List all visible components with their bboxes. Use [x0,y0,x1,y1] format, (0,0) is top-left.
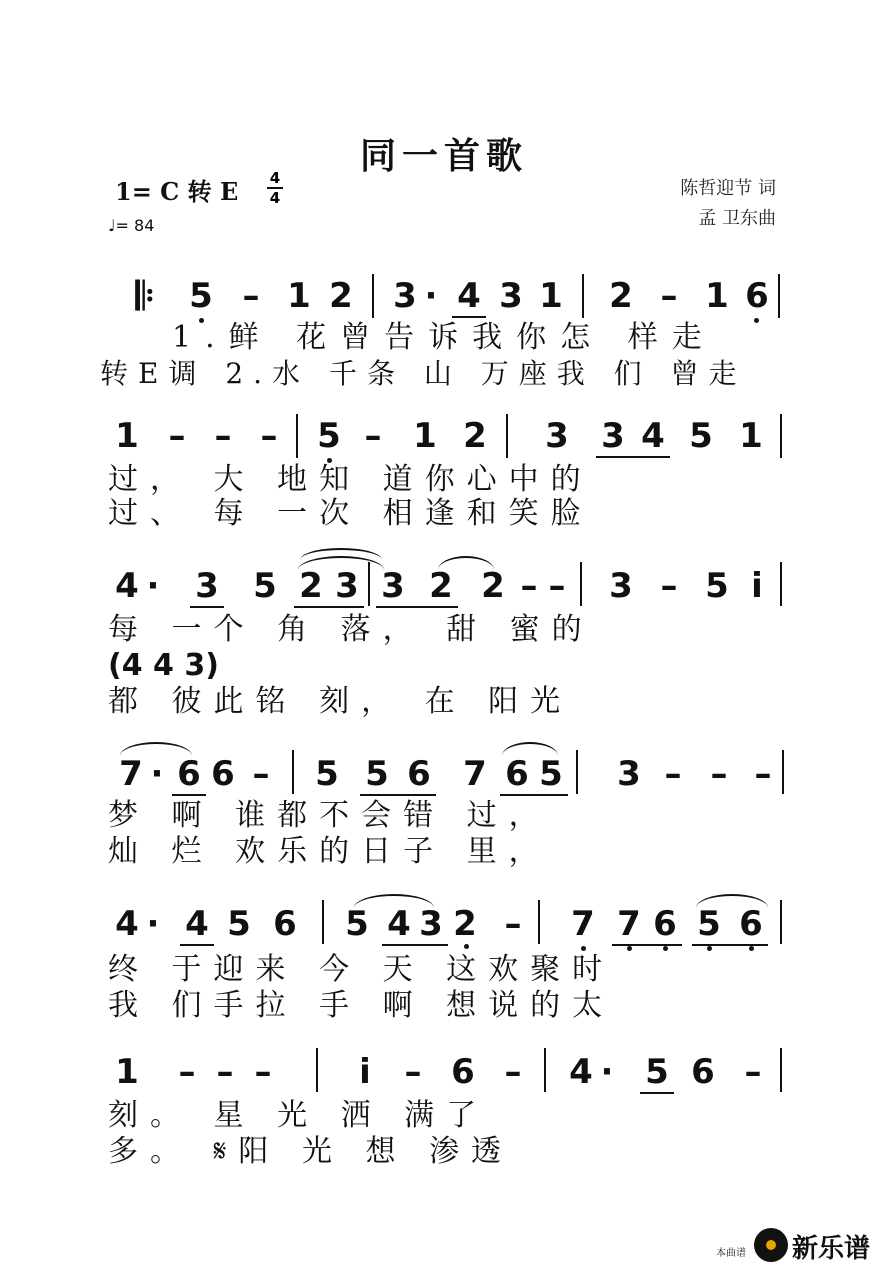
dash: – [744,1052,762,1092]
bar-line [576,750,578,794]
lyric-line-2: 多。 𝄋阳 光 想 渗透 [108,1134,514,1169]
bar-line [582,274,584,318]
note: 1 [705,276,729,316]
note: 5 [705,566,729,606]
note: 2 [429,566,453,606]
underline [640,1092,674,1094]
bar-line [292,750,294,794]
lyric-line-2: 都 彼此铭 刻， 在 阳光 [108,684,573,719]
lyric-line-1: 每 一个 角 落， 甜 蜜的 [108,612,594,647]
note: 3 [609,566,633,606]
octave-dot [627,946,632,951]
note: 4 [569,1052,593,1092]
octave-dot [749,946,754,951]
dash: – [216,1052,234,1092]
bar-line [506,414,508,458]
site-logo[interactable]: 新乐谱 [792,1234,871,1264]
underline [190,606,224,608]
note: 2 [463,416,487,456]
lyric-line-1: 过， 大 地知 道你心中的 [108,462,593,497]
dash: – [504,1052,522,1092]
dash: – [710,754,728,794]
dash: – [178,1052,196,1092]
time-signature-bottom: 4 [269,189,281,207]
augmentation-dot: · [424,276,438,316]
note: 6 [407,754,431,794]
note: 6 [177,754,201,794]
note: 3 [419,904,443,944]
note: 1 [115,416,139,456]
lyric-line-1: 梦 啊 谁都不会错 过， [108,798,551,833]
underline [172,794,206,796]
note: 2 [481,566,505,606]
dash: – [520,566,538,606]
underline [360,794,436,796]
high-note: i [359,1052,371,1092]
note: 5 [227,904,251,944]
bar-line [782,750,784,794]
lyric-line-2: 灿 烂 欢乐的日子 里， [108,834,551,869]
bar-line [538,900,540,944]
lyric-line-2: 过、 每 一次 相逢和笑脸 [108,496,593,531]
underline [376,606,458,608]
note: 1 [413,416,437,456]
octave-dot [464,944,469,949]
bar-line [780,414,782,458]
note: 2 [299,566,323,606]
bar-line [780,900,782,944]
footer-caption: 本曲谱 [716,1248,746,1259]
alternate-notes: (4 4 3) [108,648,219,683]
note: 7 [463,754,487,794]
lyricist-credit: 陈哲迎节 词 [680,178,776,199]
bar-line [316,1048,318,1092]
bar-line [780,1048,782,1092]
dash: – [404,1052,422,1092]
note: 3 [335,566,359,606]
time-signature [265,170,285,206]
dash: – [168,416,186,456]
lyric-line-2: 转E调 2.水 千条 山 万座我 们 曾走 [100,357,747,390]
note: 3 [381,566,405,606]
underline [294,606,364,608]
note: 5 [189,276,213,316]
note: 1 [739,416,763,456]
dash: – [364,416,382,456]
underline [382,944,448,946]
dash: – [254,1052,272,1092]
octave-dot [754,318,759,323]
time-signature-top: 4 [269,169,281,187]
song-title: 同一首歌 [359,136,528,177]
note: 3 [601,416,625,456]
note: 3 [617,754,641,794]
note: 4 [185,904,209,944]
note: 5 [317,416,341,456]
augmentation-dot: · [146,566,160,606]
note: 4 [457,276,481,316]
note: 5 [697,904,721,944]
bar-line [368,562,370,606]
note: 6 [691,1052,715,1092]
augmentation-dot: · [150,754,164,794]
dash: – [260,416,278,456]
note: 4 [641,416,665,456]
note: 4 [115,566,139,606]
note: 2 [609,276,633,316]
dash: – [660,566,678,606]
note: 7 [571,904,595,944]
slur [300,548,382,560]
lyric-line-2: 我 们手拉 手 啊 想说的太 [108,988,615,1023]
note: 5 [365,754,389,794]
note: 1 [115,1052,139,1092]
note: 3 [499,276,523,316]
note: 4 [115,904,139,944]
repeat-start-sign: 𝄆 [135,274,155,318]
note: 2 [453,904,477,944]
bar-line [296,414,298,458]
note: 1 [287,276,311,316]
underline [692,944,768,946]
tempo-mark: ♩= 84 [108,216,155,235]
bar-line [778,274,780,318]
bar-line [580,562,582,606]
note: 5 [645,1052,669,1092]
underline [500,794,568,796]
note: 6 [273,904,297,944]
note: 6 [211,754,235,794]
lyric-line-1: 1.鲜 花曾告诉我你怎 样走 [172,320,716,355]
dash: – [660,276,678,316]
note: 6 [653,904,677,944]
dash: – [252,754,270,794]
augmentation-dot: · [146,904,160,944]
dash: – [242,276,260,316]
dash: – [754,754,772,794]
note: 7 [617,904,641,944]
note: 7 [119,754,143,794]
note: 5 [253,566,277,606]
note: 2 [329,276,353,316]
note: 4 [387,904,411,944]
octave-dot [707,946,712,951]
note: 5 [315,754,339,794]
underline [596,456,670,458]
key-signature: 1= C 转 E [115,177,239,206]
dash: – [504,904,522,944]
bar-line [544,1048,546,1092]
composer-credit: 孟 卫东曲 [698,208,776,229]
high-note: i [751,566,763,606]
octave-dot [581,946,586,951]
note: 6 [451,1052,475,1092]
note: 3 [545,416,569,456]
note: 5 [539,754,563,794]
note: 5 [689,416,713,456]
note: 5 [345,904,369,944]
bar-line [322,900,324,944]
bar-line [780,562,782,606]
note: 6 [745,276,769,316]
dash: – [548,566,566,606]
underline [452,316,486,318]
lyric-line-1: 终 于迎来 今 天 这欢聚时 [108,952,615,987]
dash: – [214,416,232,456]
note: 6 [739,904,763,944]
dash: – [664,754,682,794]
note: 1 [539,276,563,316]
underline [180,944,214,946]
note: 3 [393,276,417,316]
note: 6 [505,754,529,794]
octave-dot [663,946,668,951]
augmentation-dot: · [600,1052,614,1092]
lyric-line-1: 刻。 星 光 洒 满了 [108,1098,489,1133]
underline [612,944,682,946]
bar-line [372,274,374,318]
vinyl-disc-icon [754,1228,788,1262]
note: 3 [195,566,219,606]
